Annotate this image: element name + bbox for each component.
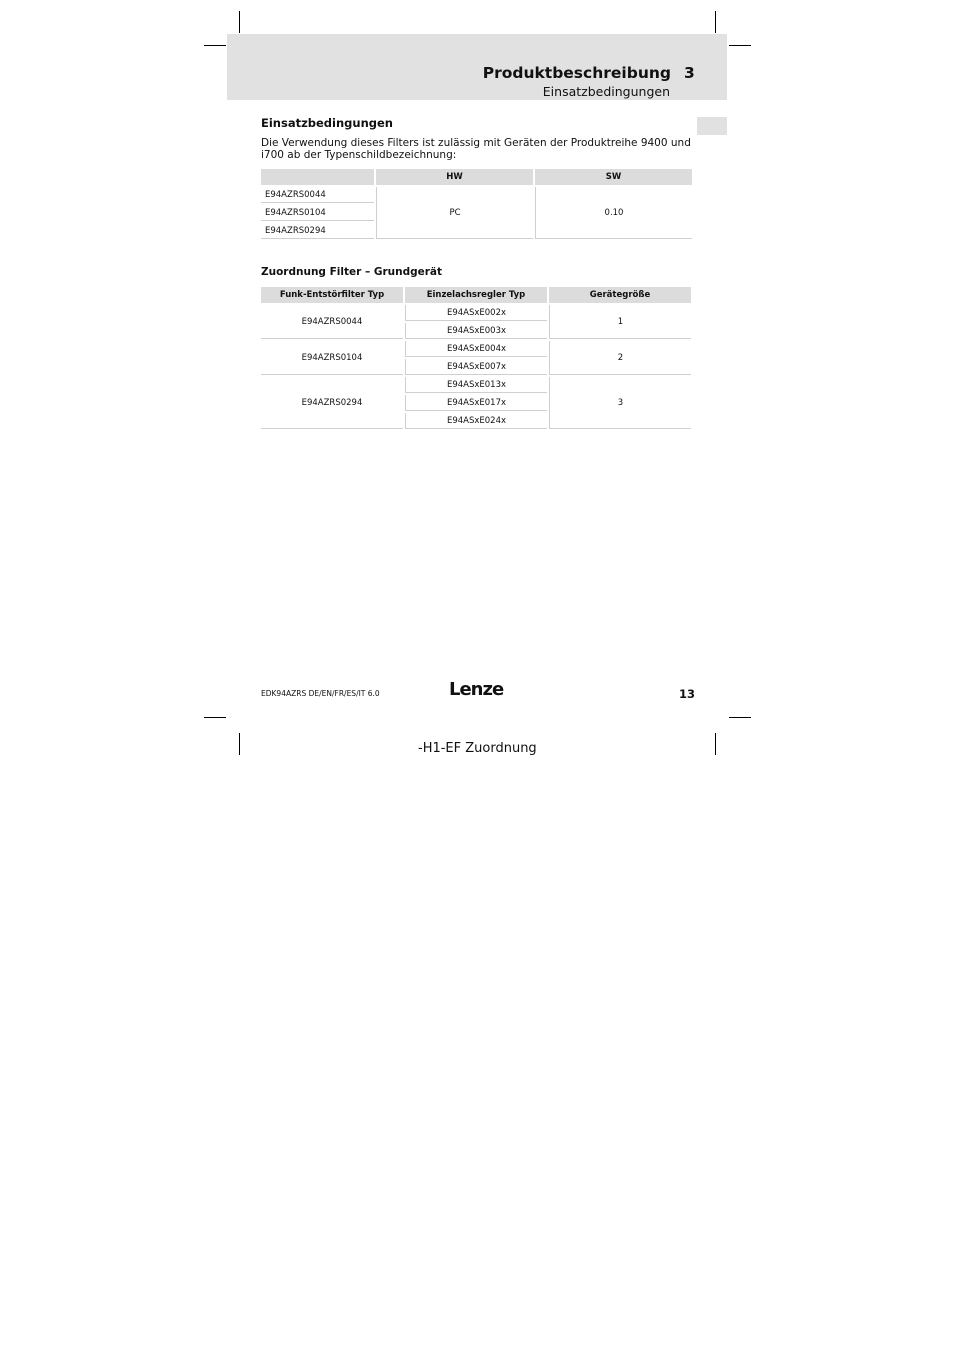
page-subtitle: Einsatzbedingungen (542, 84, 670, 99)
nameplate-table (259, 167, 694, 241)
section-heading: Einsatzbedingungen (261, 116, 393, 130)
table-cell: E94AZRS0044 (261, 187, 374, 203)
table-header: HW (376, 169, 533, 185)
crop-mark (729, 717, 751, 718)
device-size-cell: 1 (549, 305, 691, 339)
lenze-logo: Lenze (449, 679, 504, 700)
table-cell: E94AZRS0104 (261, 205, 374, 221)
section-text: Die Verwendung dieses Filters ist zulässig mit Geräten der Produktreihe 9400 und i700 ab der Typenschildbezeichnung: (261, 137, 691, 161)
page-title: Produktbeschreibung (482, 64, 671, 82)
chapter-tab (697, 117, 727, 135)
device-size-cell: 2 (549, 341, 691, 375)
filter-type-cell: E94AZRS0294 (261, 377, 403, 429)
table-header: Gerätegröße (549, 287, 691, 303)
table-header: Funk-Entstörfilter Typ (261, 287, 403, 303)
table-header: Einzelachsregler Typ (405, 287, 547, 303)
crop-mark (204, 45, 226, 46)
controller-type-cell: E94ASxE017x (405, 395, 547, 411)
crop-mark (715, 733, 716, 755)
chapter-number: 3 (684, 64, 695, 82)
controller-type-cell: E94ASxE004x (405, 341, 547, 357)
table-cell: E94AZRS0294 (261, 223, 374, 239)
section-heading: Zuordnung Filter – Grundgerät (261, 266, 443, 278)
table-cell-hw: PC (376, 187, 533, 239)
table-header: SW (535, 169, 692, 185)
page-number: 13 (679, 687, 696, 701)
table-header (261, 169, 374, 185)
crop-mark (239, 733, 240, 755)
crop-mark (239, 11, 240, 33)
crop-mark (204, 717, 226, 718)
device-size-cell: 3 (549, 377, 691, 429)
filter-type-cell: E94AZRS0044 (261, 305, 403, 339)
document-id: EDK94AZRS DE/EN/FR/ES/IT 6.0 (261, 689, 380, 698)
crop-mark (715, 11, 716, 33)
table-cell-sw: 0.10 (535, 187, 692, 239)
controller-type-cell: E94ASxE003x (405, 323, 547, 339)
controller-type-cell: E94ASxE007x (405, 359, 547, 375)
controller-type-cell: E94ASxE002x (405, 305, 547, 321)
crop-mark (729, 45, 751, 46)
controller-type-cell: E94ASxE013x (405, 377, 547, 393)
filter-type-cell: E94AZRS0104 (261, 341, 403, 375)
controller-type-cell: E94ASxE024x (405, 413, 547, 429)
image-caption: -H1-EF Zuordnung (418, 741, 537, 756)
assignment-table (259, 285, 693, 431)
